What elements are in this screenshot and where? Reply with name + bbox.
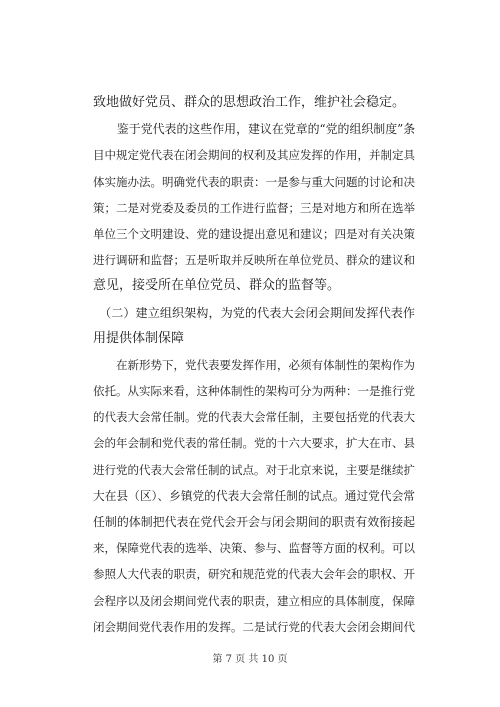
text-line: 参照人大代表的职责，研究和规范党的代表大会年会的职权、开 [93, 567, 415, 582]
text-line: 会程序以及闭会期间党代表的职责，建立相应的具体制度，保障 [93, 593, 415, 608]
text-line: 进行党的代表大会常任制的试点。对于北京来说，主要是继续扩 [93, 462, 415, 477]
text-line: 策；二是对党委及委员的工作进行监督；三是对地方和所在选举 [93, 200, 415, 215]
text-line: 体实施办法。明确党代表的职责：一是参与重大问题的讨论和决 [93, 174, 415, 189]
text-line: 目中规定党代表在闭会期间的权利及其应发挥的作用，并制定具 [93, 148, 415, 163]
text-line: 来，保障党代表的选举、决策、参与、监督等方面的权利。可以 [93, 541, 415, 556]
text-line: 单位三个文明建设、党的建设提出意见和建议；四是对有关决策 [93, 226, 415, 241]
text-line: 用提供体制保障 [93, 330, 185, 346]
text-line: （二）建立组织架构，为党的代表大会闭会期间发挥代表作 [93, 305, 415, 320]
page-number-footer: 第 7 页 共 10 页 [212, 654, 288, 665]
text-line: 任制的体制把代表在党代会开会与闭会期间的职责有效衔接起 [93, 515, 415, 529]
text-line: 在新形势下，党代表要发挥作用，必须有体制性的架构作为 [93, 357, 415, 372]
text-line: 致地做好党员、群众的思想政治工作，维护社会稳定。 [93, 95, 406, 110]
text-line: 闭会期间党代表作用的发挥。二是试行党的代表大会闭会期间代 [93, 619, 415, 634]
text-line: 进行调研和监督；五是听取并反映所在单位党员、群众的建议和 [93, 253, 415, 268]
text-line: 的代表大会常任制。党的代表大会常任制，主要包括党的代表大 [93, 410, 415, 425]
body-text [93, 90, 415, 640]
text-line: 意见，接受所在单位党员、群众的监督等。 [93, 278, 341, 294]
text-line: 鉴于党代表的这些作用，建议在党章的“党的组织制度”条 [93, 122, 416, 137]
text-line: 会的年会制和党代表的常任制。党的十六大要求，扩大在市、县 [93, 436, 415, 451]
text-line: 大在县（区）、乡镇党的代表大会常任制的试点。通过党代会常 [93, 488, 415, 503]
text-line: 依托。从实际来看，这种体制性的架构可分为两种：一是推行党 [93, 384, 415, 399]
